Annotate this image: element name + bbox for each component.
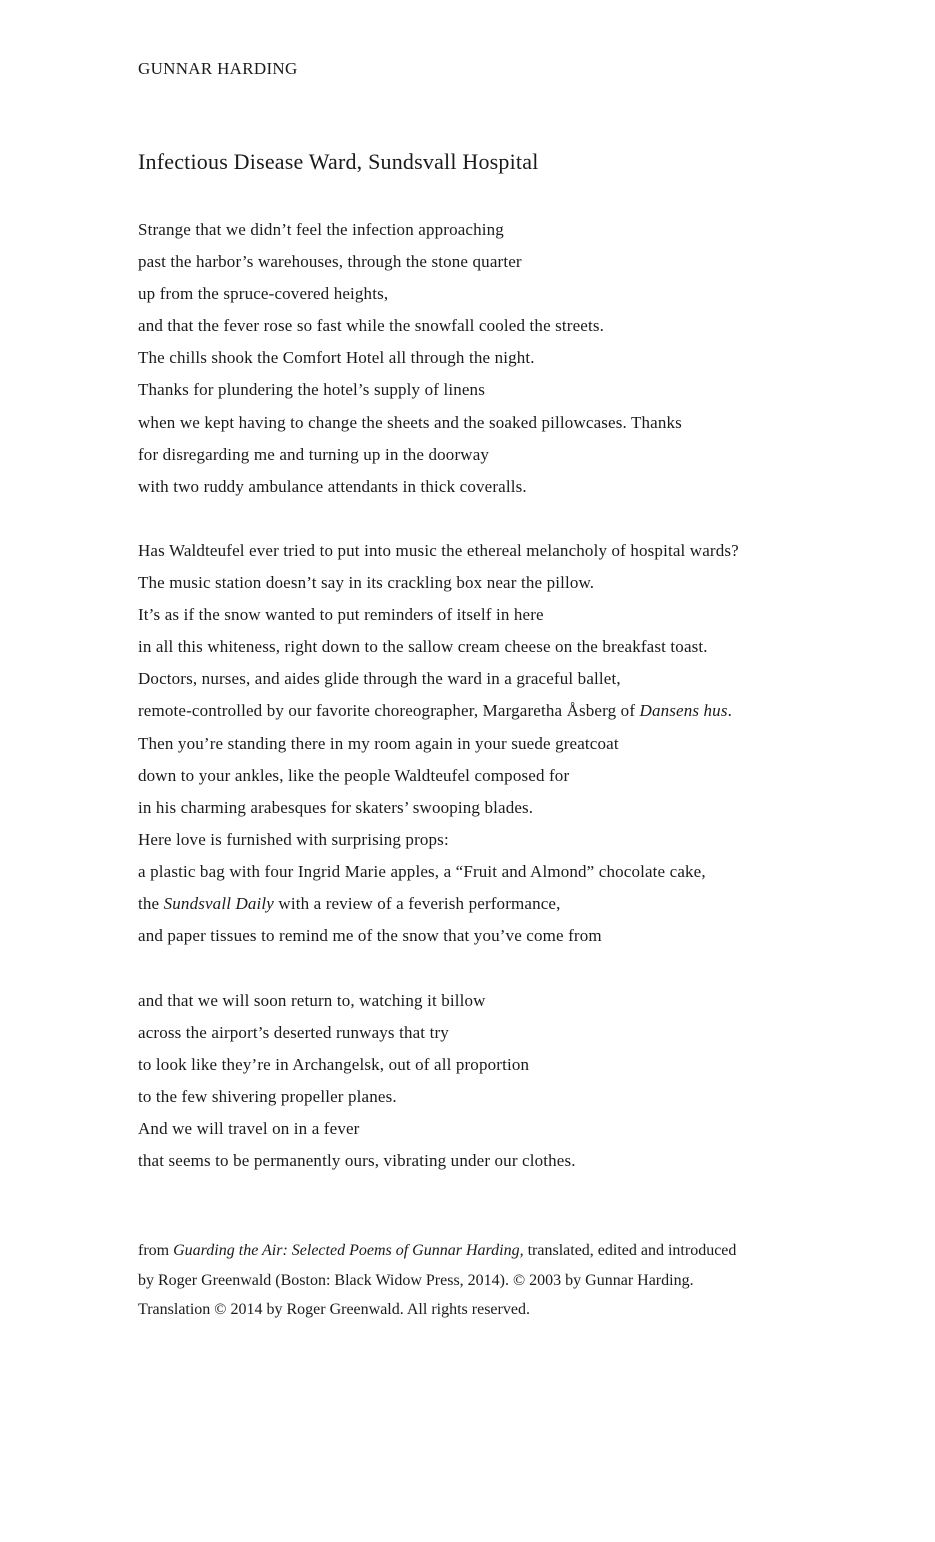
stanza-2 [138,535,739,952]
poem-line: The music station doesn’t say in its crackling box near the pillow. [138,573,595,593]
credit-details: translated, edited and introduced by Roger Greenwald (Boston: Black Widow Press, 2014). © 2003 by Gunnar Harding. Translation © 2014 by Roger Greenwald. All rights reserved. [138,1242,737,1319]
poem-line: Thanks for plundering the hotel’s supply of linens [138,380,485,400]
poem-line: Has Waldteufel ever tried to put into music the ethereal melancholy of hospital wards? [138,541,739,560]
poem-line: and paper tissues to remind me of the snow that you’ve come from [138,926,602,946]
poem-line: to the few shivering propeller planes. [138,1087,397,1107]
poem-line: Then you’re standing there in my room again in your suede greatcoat [138,733,619,753]
line-text: . [727,701,733,721]
poem-line: when we kept having to change the sheets and the soaked pillowcases. Thanks [138,412,682,432]
poem-line: up from the spruce-covered heights, [138,284,389,304]
line-text: with a review of a feverish performance, [274,894,561,914]
poem-line: across the airport’s deserted runways that try [138,1023,449,1043]
poem-line [138,695,739,727]
poem-line: with two ruddy ambulance attendants in thick coveralls. [138,476,527,496]
poem-line: for disregarding me and turning up in the doorway [138,444,490,464]
poem-line: The chills shook the Comfort Hotel all through the night. [138,348,535,368]
poem-line: It’s as if the snow wanted to put reminders of itself in here [138,605,544,625]
poem-line: past the harbor’s warehouses, through the stone quarter [138,252,522,272]
poem-line: to look like they’re in Archangelsk, out of all proportion [138,1055,530,1075]
poem-line: in his charming arabesques for skaters’ swooping blades. [138,797,534,817]
stanza-3 [138,985,576,1178]
poem-title: Infectious Disease Ward, Sundsvall Hospital [138,149,539,174]
poem-line: and that the fever rose so fast while the snowfall cooled the streets. [138,316,605,336]
poem-line: that seems to be permanently ours, vibrating under our clothes. [138,1151,576,1171]
credit-prefix: from [138,1242,174,1259]
poem-line: Strange that we didn’t feel the infection approaching [138,220,504,239]
line-italic-title: Sundsvall Daily [163,894,275,914]
poem-line: down to your ankles, like the people Waldteufel composed for [138,765,570,785]
line-text: the [138,894,164,914]
poem-line: a plastic bag with four Ingrid Marie apples, a “Fruit and Almond” chocolate cake, [138,861,706,881]
poem-line [138,888,739,920]
author-name: GUNNAR HARDING [138,59,298,78]
line-text: remote-controlled by our favorite choreographer, Margaretha Åsberg of [138,701,640,721]
poem-line: Here love is furnished with surprising props: [138,829,449,849]
source-credit [138,1236,738,1325]
poem-line: and that we will soon return to, watching it billow [138,991,486,1010]
stanza-1 [138,214,682,503]
poem-line: in all this whiteness, right down to the sallow cream cheese on the breakfast toast. [138,637,708,657]
poem-line: And we will travel on in a fever [138,1119,360,1139]
line-italic-title: Dansens hus [639,701,728,721]
poem-line: Doctors, nurses, and aides glide through the ward in a graceful ballet, [138,669,621,689]
credit-book-title: Guarding the Air: Selected Poems of Gunnar Harding, [173,1242,524,1259]
